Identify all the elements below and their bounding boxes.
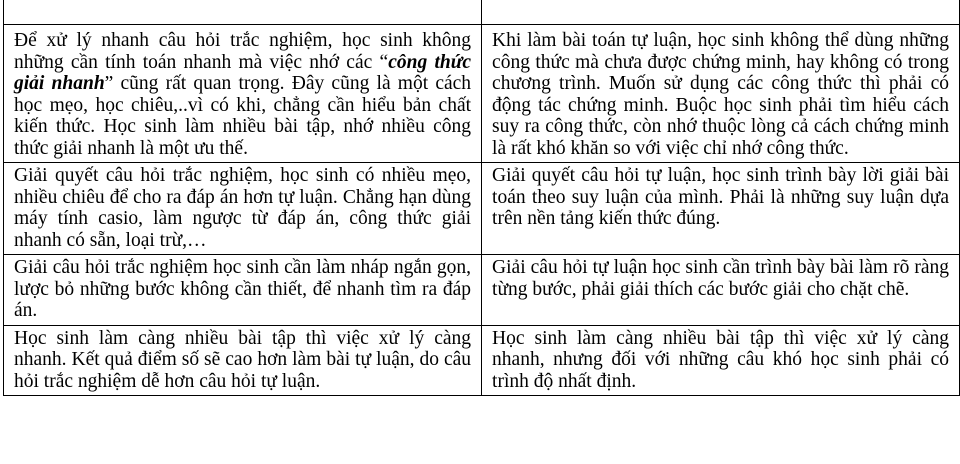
table-row xyxy=(4,25,960,163)
table-row xyxy=(4,163,960,255)
table-top-row xyxy=(4,0,960,25)
cell-essay: Giải câu hỏi tự luận học sinh cần trình bày bài làm rõ ràng từng bước, phải giải thích các bước giải cho chặt chẽ. xyxy=(482,255,960,326)
cell-text: ” cũng rất quan trọng. Đây cũng là một cách học mẹo, học chiêu,..vì có khi, chẳng cần hiểu bản chất kiến thức. Học sinh làm nhiều bài tập, nhớ nhiều công thức giải nhanh là một ưu thế. xyxy=(14,73,472,159)
cell-multiple-choice xyxy=(4,25,482,163)
cell-essay: Khi làm bài toán tự luận, học sinh không thể dùng những công thức mà chưa được chứng minh, hay không có trong chương trình. Muốn sử dụng các công thức thì phải có động tác chứng minh. Buộc học sinh phải tìm hiểu cách suy ra công thức, còn nhớ thuộc lòng cả cách chứng minh là rất khó khăn so với việc chỉ nhớ công thức. xyxy=(482,25,960,163)
cell-multiple-choice: Giải quyết câu hỏi trắc nghiệm, học sinh có nhiều mẹo, nhiều chiêu để cho ra đáp án hơn tự luận. Chẳng hạn dùng máy tính casio, làm ngược từ đáp án, công thức giải nhanh có sẵn, loại trừ,… xyxy=(4,163,482,255)
cell-essay: Giải quyết câu hỏi tự luận, học sinh trình bày lời giải bài toán theo suy luận của mình. Phải là những suy luận dựa trên nền tảng kiến thức đúng. xyxy=(482,163,960,255)
empty-cell-left xyxy=(4,0,482,25)
cell-essay: Học sinh làm càng nhiều bài tập thì việc xử lý càng nhanh, nhưng đối với những câu khó học sinh phải có trình độ nhất định. xyxy=(482,325,960,396)
empty-cell-right xyxy=(482,0,960,25)
cell-text: Để xử lý nhanh câu hỏi trắc nghiệm, học sinh không những cần tính toán nhanh mà việc nhớ các “ xyxy=(14,30,472,73)
cell-multiple-choice: Học sinh làm càng nhiều bài tập thì việc xử lý càng nhanh. Kết quả điểm số sẽ cao hơn làm bài tự luận, do câu hỏi trắc nghiệm dễ hơn câu hỏi tự luận. xyxy=(4,325,482,396)
table-row xyxy=(4,255,960,326)
cell-multiple-choice: Giải câu hỏi trắc nghiệm học sinh cần làm nháp ngắn gọn, lược bỏ những bước không cần thiết, để nhanh tìm ra đáp án. xyxy=(4,255,482,326)
emphasis-text: công thức giải nhanh xyxy=(14,51,472,94)
comparison-table xyxy=(3,0,960,396)
table-row xyxy=(4,325,960,396)
